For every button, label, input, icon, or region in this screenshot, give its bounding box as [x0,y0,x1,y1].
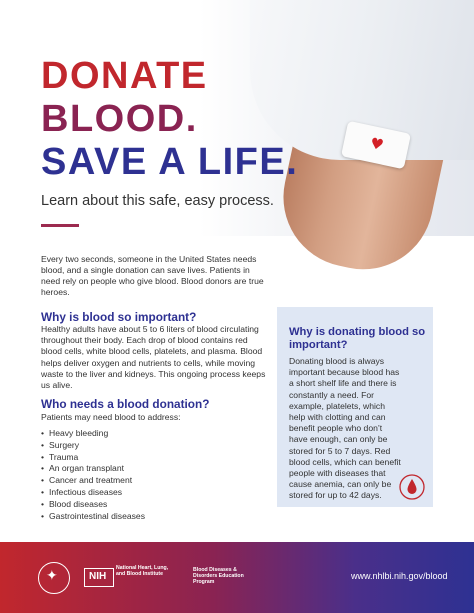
section-heading-who-needs: Who needs a blood donation? [41,397,210,411]
nih-logo-text: NIH [89,571,107,582]
accent-divider [41,224,79,227]
website-link[interactable]: www.nhlbi.nih.gov/blood [351,571,448,581]
intro-block [41,254,267,298]
list-item: • Surgery [41,440,145,452]
blood-drop-icon [399,474,425,500]
needs-list [41,428,145,522]
headline-blood: BLOOD. [41,98,198,140]
section-intro-who-needs: Patients may need blood to address: [41,412,181,422]
callout-box [277,307,433,507]
list-item: • Gastrointestinal diseases [41,511,145,523]
list-item: • Infectious diseases [41,487,145,499]
callout-heading: Why is donating blood so important? [289,326,426,351]
callout-body: Donating blood is always important because blood has a short shelf life and there is constantly a need. For example, platelets, which help with clotting and can benefit people who don’t have enough, can only be stored for 5 to 7 days. Red blood cells, which can benefit people with diseases that cause anemia, can only be stored for up to 42 days. [289,356,401,501]
list-item: • Cancer and treatment [41,475,145,487]
list-item: • An organ transplant [41,463,145,475]
tagline: Learn about this safe, easy process. [41,193,274,209]
list-item: • Blood diseases [41,499,145,511]
list-item: • Heavy bleeding [41,428,145,440]
headline-donate: DONATE [41,55,208,97]
section-body-why-blood: Healthy adults have about 5 to 6 liters of blood circulating throughout their body. Each drop of blood contains red blood cells, white blood cells, platelets, and plasma. Blood helps deliver oxygen and nutrients to cells, while moving waste to the liver and kidneys. This ongoing process keeps us alive. [41,324,266,391]
section-heading-why-blood: Why is blood so important? [41,310,197,324]
footer-bar [0,542,474,613]
hhs-seal-icon: ✦ [38,562,70,594]
list-item: • Trauma [41,452,145,464]
nhlbi-label: National Heart, Lung, and Blood Institute [116,565,169,578]
program-label: Blood Diseases & Disorders Education Program [193,567,244,586]
intro-text: Every two seconds, someone in the United States needs blood, and a single donation can save lives. Patients in need rely on people who give blood. Blood donors are true heroes. [41,254,264,297]
nih-logo [84,568,114,587]
heart-icon: ♥ [368,133,386,155]
headline-save-a-life: SAVE A LIFE. [41,141,299,183]
